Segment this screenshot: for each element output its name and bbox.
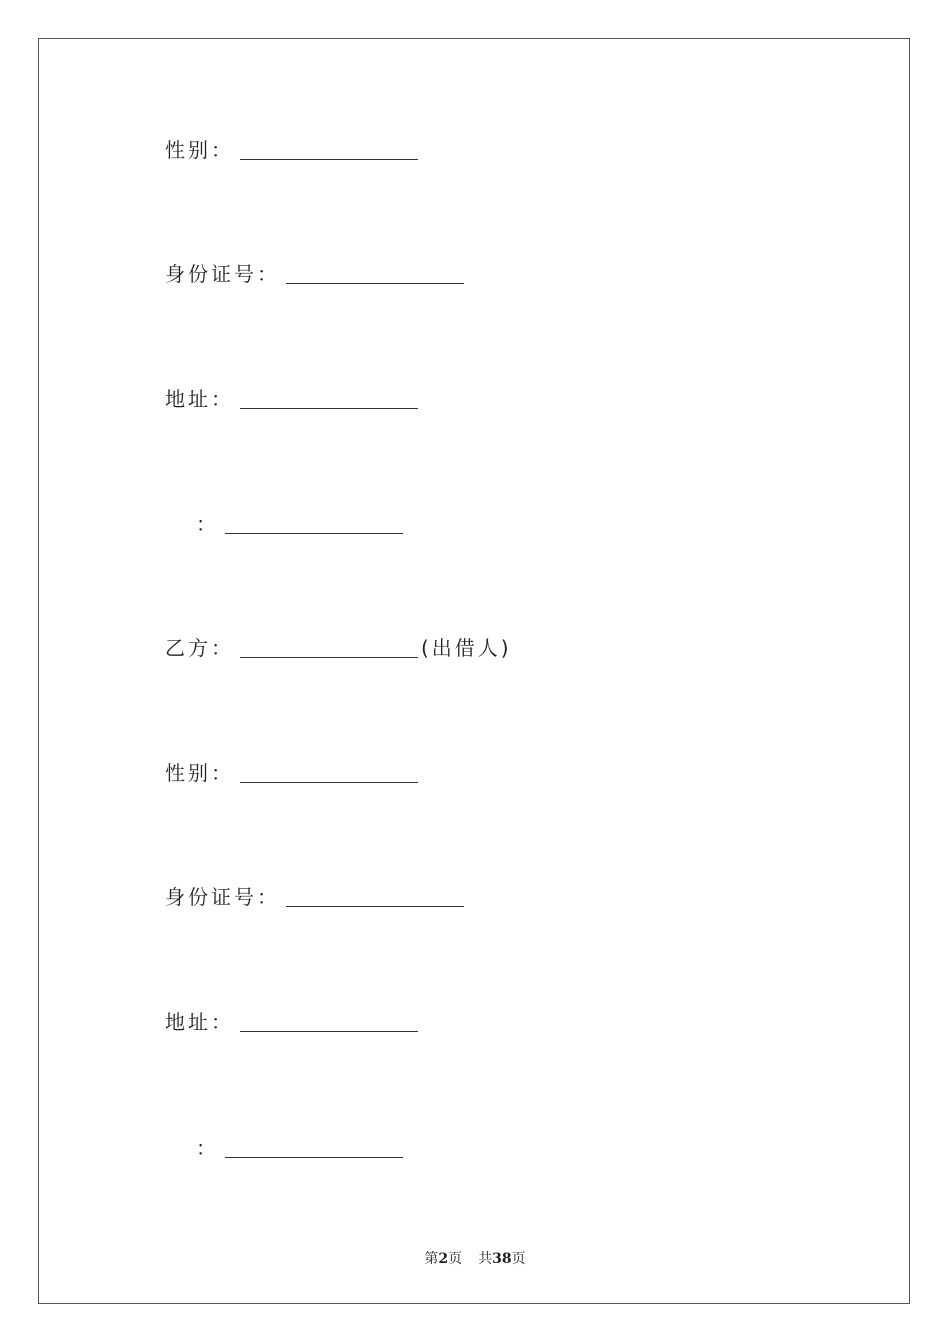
party-a-address-blank[interactable] bbox=[240, 408, 418, 409]
colon: ： bbox=[257, 885, 280, 909]
page-prefix: 第 bbox=[424, 1251, 439, 1267]
party-a-id-label: 身份证号 bbox=[165, 262, 257, 286]
party-a-gender-row bbox=[165, 135, 418, 165]
party-b-id-row bbox=[165, 882, 464, 912]
colon: ： bbox=[257, 262, 280, 286]
total-unit: 页 bbox=[511, 1251, 526, 1267]
party-a-extra-blank[interactable] bbox=[225, 533, 403, 534]
party-a-gender-label: 性别 bbox=[165, 138, 211, 162]
party-b-id-blank[interactable] bbox=[286, 906, 464, 907]
party-b-address-blank[interactable] bbox=[240, 1031, 418, 1032]
party-a-extra-row bbox=[196, 509, 403, 539]
colon: ： bbox=[211, 1010, 234, 1034]
colon: ： bbox=[211, 761, 234, 785]
total-pages: 38 bbox=[492, 1251, 512, 1267]
party-b-title-row bbox=[165, 633, 512, 663]
party-b-address-label: 地址 bbox=[165, 1010, 211, 1034]
party-b-address-row bbox=[165, 1007, 418, 1037]
colon: ： bbox=[211, 636, 234, 660]
party-a-gender-blank[interactable] bbox=[240, 159, 418, 160]
party-a-id-row bbox=[165, 259, 464, 289]
party-b-name-blank[interactable] bbox=[240, 657, 418, 658]
party-b-role-suffix: (出借人) bbox=[421, 636, 512, 660]
party-b-extra-blank[interactable] bbox=[225, 1157, 403, 1158]
page-footer bbox=[0, 1248, 950, 1268]
page-frame bbox=[38, 38, 910, 1304]
party-a-address-label: 地址 bbox=[165, 387, 211, 411]
party-a-address-row bbox=[165, 384, 418, 414]
party-a-id-blank[interactable] bbox=[286, 283, 464, 284]
page-number: 2 bbox=[438, 1251, 449, 1267]
colon: ： bbox=[211, 138, 234, 162]
party-b-title-label: 乙方 bbox=[165, 636, 211, 660]
colon: ： bbox=[196, 1136, 219, 1160]
party-b-gender-row bbox=[165, 758, 418, 788]
page-unit: 页 bbox=[448, 1251, 463, 1267]
colon: ： bbox=[211, 387, 234, 411]
party-b-gender-blank[interactable] bbox=[240, 782, 418, 783]
colon: ： bbox=[196, 512, 219, 536]
party-b-id-label: 身份证号 bbox=[165, 885, 257, 909]
party-b-gender-label: 性别 bbox=[165, 761, 211, 785]
party-b-extra-row bbox=[196, 1133, 403, 1163]
total-prefix: 共 bbox=[478, 1251, 493, 1267]
